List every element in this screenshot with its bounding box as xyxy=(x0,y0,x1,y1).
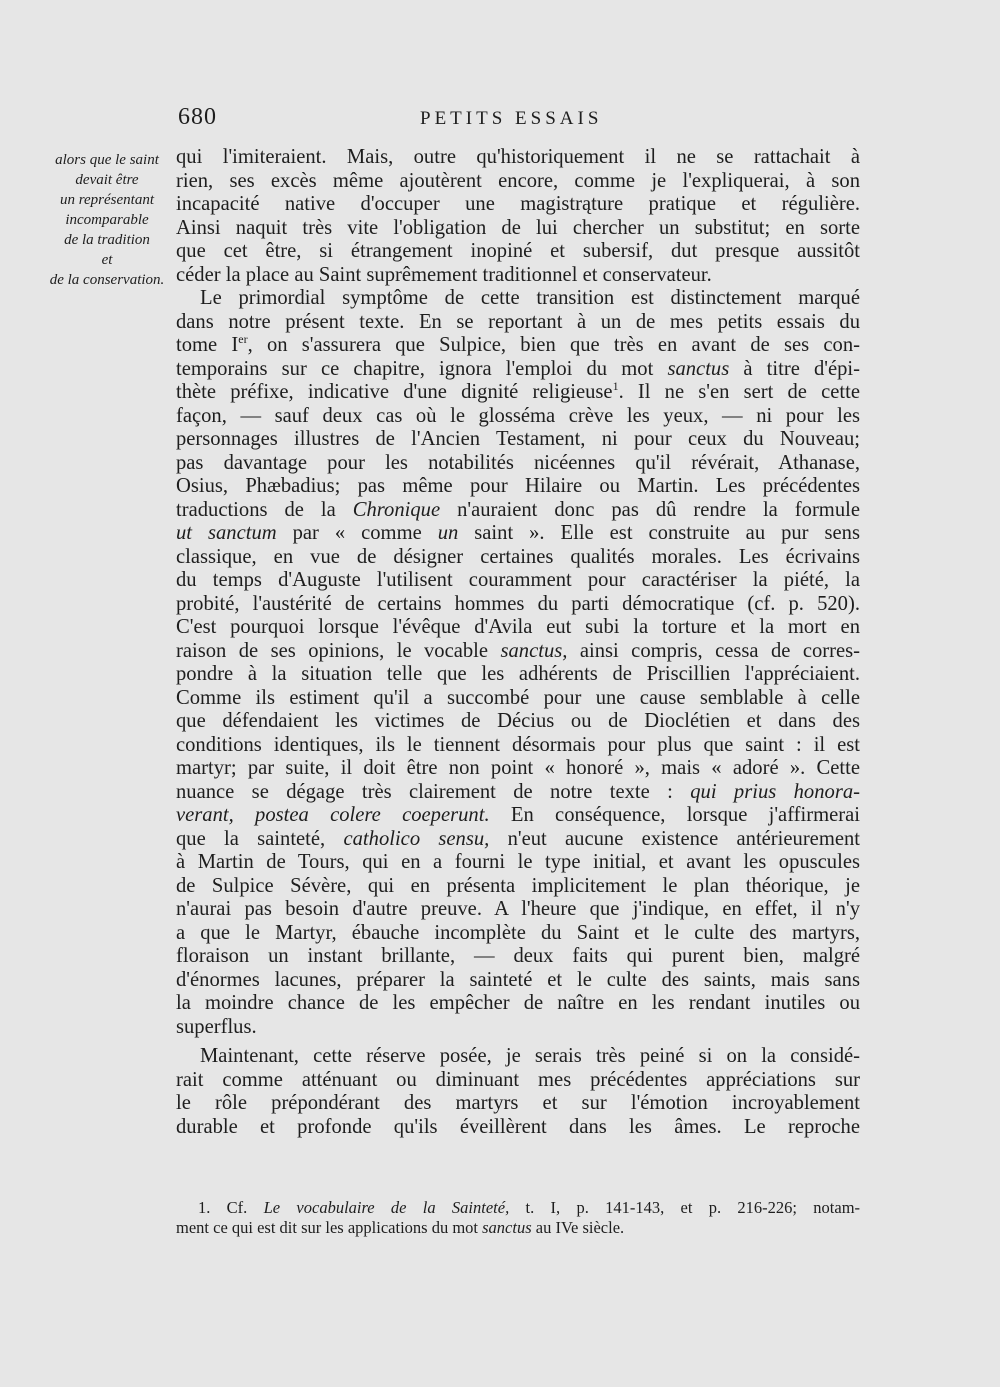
text-line: floraison un instant brillante, — deux faits qui purent bien, malgré xyxy=(176,945,860,967)
margin-note-line: devait être xyxy=(75,172,139,188)
margin-note xyxy=(44,150,170,290)
text-line: rien, ses excès même ajoutèrent encore, comme je l'expliquerai, à son xyxy=(176,169,860,192)
text-line: ut sanctum par « comme un saint ». Elle est construite au pur sens xyxy=(176,522,860,544)
text-line: C'est pourquoi lorsque l'évêque d'Avila eut subi la torture et la mort en xyxy=(176,616,860,638)
page-number: 680 xyxy=(178,104,217,130)
text-line: que défendaient les victimes de Décius ou de Dioclétien et dans des xyxy=(176,710,860,732)
text-line: nuance se dégage très clairement de notre texte : qui prius honora- xyxy=(176,780,860,803)
text-line: d'énormes lacunes, préparer la sainteté et le culte des saints, mais sans xyxy=(176,968,860,991)
text-line: a que le Martyr, ébauche incomplète du Saint et le culte des martyrs, xyxy=(176,921,860,944)
text-line: n'aurai pas besoin d'autre preuve. A l'heure que j'indique, en effet, il n'y xyxy=(176,898,860,920)
text-line: traductions de la Chronique n'auraient donc pas dû rendre la formule xyxy=(176,498,860,521)
text-line: Le primordial symptôme de cette transition est distinctement marqué xyxy=(200,287,860,309)
text-line: Maintenant, cette réserve posée, je serais très peiné si on la considé- xyxy=(200,1045,860,1067)
footnote-line: 1. Cf. Le vocabulaire de la Sainteté, t. I, p. 141-143, et p. 216-226; notam- xyxy=(198,1198,861,1217)
margin-note-line: un représentant xyxy=(59,192,154,208)
text-line: façon, — sauf deux cas où le glosséma crève les yeux, — ni pour les xyxy=(176,404,860,427)
text-line: que cet être, si étrangement inopiné et subersif, dut presque aussitôt xyxy=(176,240,860,262)
footnote-ref[interactable]: 1 xyxy=(612,379,619,394)
text-line: dans notre présent texte. En se reportant à un de mes petits essais du xyxy=(176,310,860,333)
margin-note-line: et xyxy=(101,252,113,268)
text-line: à Martin de Tours, qui en a fourni le type initial, et avant les opuscules xyxy=(176,851,860,873)
page-header xyxy=(0,104,1000,134)
text-line: le rôle prépondérant des martyrs et sur l'émotion incroyablement xyxy=(176,1092,860,1114)
text-line: du temps d'Auguste l'utilisent couramment pour caractériser la piété, la xyxy=(176,569,860,591)
text-line: céder la place au Saint suprêmement traditionnel et conservateur. xyxy=(176,263,712,286)
text-line: probité, l'austérité de certains hommes du parti démocratique (cf. p. 520). xyxy=(176,592,860,615)
text-line: rait comme atténuant ou diminuant mes précédentes appréciations sur xyxy=(176,1068,860,1091)
running-title: PETITS ESSAIS xyxy=(420,108,603,129)
text-line: Ainsi naquit très vite l'obligation de lui chercher un substitut; en sorte xyxy=(176,216,860,239)
text-line: durable et profonde qu'ils éveillèrent dans les âmes. Le reproche xyxy=(176,1115,860,1138)
text-line: de Sulpice Sévère, qui en présenta implicitement le plan théorique, je xyxy=(176,874,860,897)
text-line: raison de ses opinions, le vocable sanctus, ainsi compris, cessa de corres- xyxy=(176,639,860,662)
margin-note-line: de la tradition xyxy=(64,232,150,248)
text-line: que la sainteté, catholico sensu, n'eut aucune existence antérieurement xyxy=(176,827,860,850)
text-line: conditions identiques, ils le tiennent désormais pour plus que saint : il est xyxy=(176,733,860,756)
text-line: incapacité native d'occuper une magistrąture pratique et régulière. xyxy=(176,193,860,215)
margin-note-line: de la conservation. xyxy=(49,272,165,288)
text-line: tome Ier, on s'assurera que Sulpice, bien que très en avant de ses con- xyxy=(176,332,860,356)
body-text xyxy=(176,146,860,1139)
text-line: verant, postea colere coeperunt. En conséquence, lorsque j'affirmerai xyxy=(176,804,860,826)
text-line: pondre à la situation telle que les adhérents de Priscillien l'appréciaient. xyxy=(176,663,860,685)
text-line: thète préfixe, indicative d'une dignité religieuse$^1$. Il ne s'en sert de cette xyxy=(176,379,860,403)
text-line: martyr; par suite, il doit être non point « honoré », mais « adoré ». Cette xyxy=(176,757,860,779)
text-line: la moindre chance de les empêcher de naître en les rendant inutiles ou xyxy=(176,992,860,1014)
margin-note-line: incomparable xyxy=(65,212,149,228)
text-line: classique, en vue de désigner certaines qualités morales. Les écrivains xyxy=(176,545,860,568)
text-line: superflus. xyxy=(176,1015,257,1038)
text-line: qui l'imiteraient. Mais, outre qu'historiquement il ne se rattachait à xyxy=(176,146,860,168)
text-line: Comme ils estiment qu'il a succombé pour une cause semblable à celle xyxy=(176,686,860,709)
text-line: temporains sur ce chapitre, ignora l'emploi du mot sanctus à titre d'épi- xyxy=(176,357,861,380)
footnote-line: ment ce qui est dit sur les applications du mot sanctus au IVe siècle. xyxy=(176,1218,625,1237)
text-line: Osius, Phæbadius; pas même pour Hilaire ou Martin. Les précédentes xyxy=(176,475,860,497)
footnote xyxy=(176,1198,860,1238)
text-line: personnages illustres de l'Ancien Testament, ni pour ceux du Nouveau; xyxy=(176,428,860,450)
margin-note-line: alors que le saint xyxy=(55,152,159,168)
text-line: pas davantage pour les notabilités nicéennes qu'il révérait, Athanase, xyxy=(176,451,860,474)
